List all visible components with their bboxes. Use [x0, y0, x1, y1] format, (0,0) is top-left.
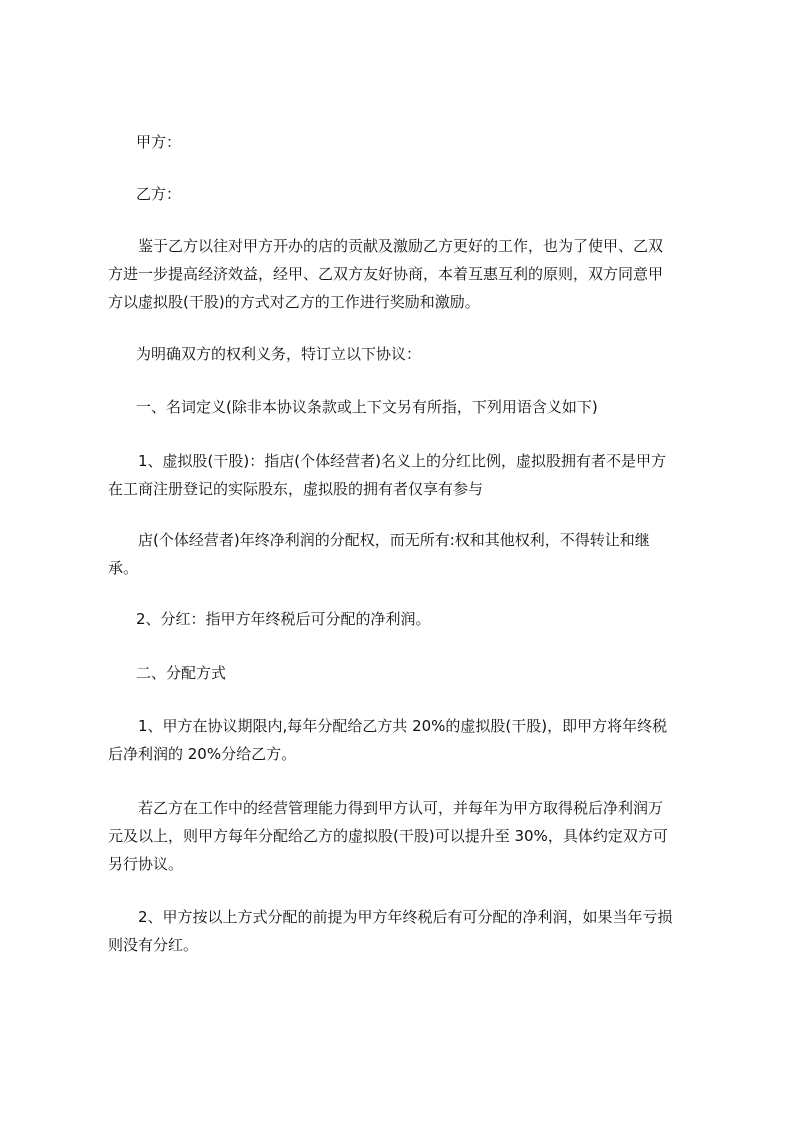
item-1-2-text: 2、分红：指甲方年终税后可分配的净利润。 — [136, 610, 431, 628]
intro-line-2: 方进一步提高经济效益，经甲、乙双方友好协商，本着互惠互利的原则，双方同意甲 — [108, 265, 664, 283]
item-2-1-extra — [108, 794, 708, 878]
section1-title — [136, 393, 696, 421]
party-b-text: 乙方： — [136, 185, 182, 203]
item-1-1-cont-line-1: 店(个体经营者)年终净利润的分配权，而无所有:权和其他权利，不得转让和继 — [138, 531, 650, 549]
item-2-1-extra-line-3: 另行协议。 — [108, 855, 184, 873]
item-1-1-cont-line-2: 承。 — [108, 559, 139, 577]
section1-title-text: 一、名词定义(除非本协议条款或上下文另有所指，下列用语含义如下) — [136, 398, 598, 416]
section2-title — [136, 659, 696, 687]
item-2-2-line-1: 2、甲方按以上方式分配的前提为甲方年终税后有可分配的净利润，如果当年亏损 — [138, 908, 673, 926]
purpose-text: 为明确双方的权利义务，特订立以下协议： — [136, 345, 422, 363]
item-2-1-extra-line-2: 元及以上，则甲方每年分配给乙方的虚拟股(干股)可以提升至 30%，具体约定双方可 — [108, 827, 668, 845]
section2-title-text: 二、分配方式 — [136, 664, 227, 682]
item-1-1-line-2: 在工商注册登记的实际股东，虚拟股的拥有者仅享有参与 — [108, 480, 484, 498]
item-1-1-line-1: 1、虚拟股(干股)：指店(个体经营者)名义上的分红比例，虚拟股拥有者不是甲方 — [138, 452, 666, 470]
item-1-1-continued — [108, 526, 708, 582]
party-b-label — [136, 180, 696, 208]
item-2-1-line-2: 后净利润的 20%分给乙方。 — [108, 745, 297, 763]
intro-line-3: 方以虚拟股(干股)的方式对乙方的工作进行奖励和激励。 — [108, 293, 480, 311]
item-1-2 — [136, 605, 696, 633]
item-2-2 — [108, 903, 708, 959]
intro-paragraph — [108, 232, 708, 316]
intro-line-1: 鉴于乙方以往对甲方开办的店的贡献及激励乙方更好的工作，也为了使甲、乙双 — [138, 237, 664, 255]
party-a-text: 甲方： — [136, 133, 182, 151]
item-2-1 — [108, 712, 708, 768]
item-2-2-line-2: 则没有分红。 — [108, 936, 199, 954]
purpose-paragraph — [136, 340, 696, 368]
item-2-1-extra-line-1: 若乙方在工作中的经营管理能力得到甲方认可，并每年为甲方取得税后净利润万 — [138, 799, 664, 817]
item-1-1 — [108, 447, 708, 503]
item-2-1-line-1: 1、甲方在协议期限内,每年分配给乙方共 20%的虚拟股(干股)，即甲方将年终税 — [138, 717, 668, 735]
party-a-label — [136, 128, 696, 156]
